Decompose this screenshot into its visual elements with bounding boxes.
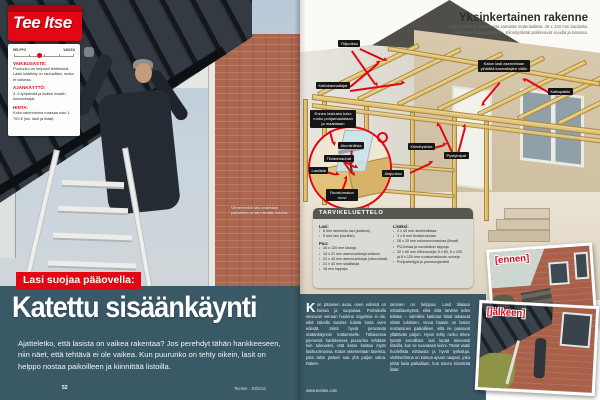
parts-item: ▪ 32 x 60 mm liitinruuveja; 5 x 60, 6 x 120 ja 8 x 120 mm ruostumattomia ruuveja (393, 250, 463, 260)
photo-window (574, 252, 590, 279)
diagram-label: Lasilista (309, 167, 328, 174)
post (484, 121, 489, 221)
parts-item: ▪ Pohjusteöljyä ja puunsuojaväriä (393, 260, 463, 265)
parts-column-left (319, 222, 393, 272)
parts-heading-extra: Lisäksi: (393, 223, 409, 229)
photo-caption: Viimeinenkin lasi nostetaan paikoilleen ja kiinnitetään listoilla. (231, 205, 289, 216)
page-number-left: 52 (62, 385, 68, 391)
magazine-logo-title: Tee Itse (13, 13, 72, 32)
diagram-label: Tiivistenauhat (324, 155, 354, 162)
intro-paragraph: Ajatteletko, että lasista on vaikea rakentaa? Jos perehdyt tähän hankkeeseen, niin näet, että tehtävä ei ole vaikea. Kun puurunko on tehty oikein, lasit on helppo nostaa paikoilleen ja kiinnittää listoilla. (18, 339, 281, 371)
difficulty-slider (14, 54, 74, 57)
time-text: 2–3 työpäivää ja lisäksi maalin kuivumisajat. (13, 90, 66, 102)
parts-item: ▪ 45 x 120 mm lautoja (319, 246, 389, 251)
article-column-1: Kun pääoven avaa, oven edessä on kuivaa ja suojaisaa. Portaikolla seisovan vieraan huolena ongelmia ei ole, eikä talvella tarvitse kolata lunta oven edestä. Siinä hyviä perusteita sisäänkäynnin kattamiselle. Tällaisessa pienessä hankkeessa puurunko tehdään niin tukevaksi, että katos kantaa myös lasikuormansa. Katos rakennetaan laseista, jotta talon pääovi saa yhä paljon valoa. Raken- (306, 300, 386, 367)
difficulty-slider-label-hard: VAIKEA (63, 48, 75, 52)
before-label: [ennen] (494, 252, 530, 267)
issue-footer: TeeItse · 10/2011 (234, 386, 267, 391)
step (504, 208, 550, 219)
post (303, 99, 308, 202)
brick-wall (213, 34, 300, 290)
photo-window (548, 261, 570, 286)
diagram-title-block (380, 12, 588, 36)
difficulty-slider-dot (37, 53, 42, 58)
parts-item: ▪ 6 mm laminoitu lasi (kattoon) (319, 229, 389, 234)
diagram-caption-line2: Vain lasin suojat ympärille. Kiinnityslistat poikkeavat sivuilla ja katossa. (453, 30, 588, 36)
man-head (135, 63, 152, 83)
difficulty-text: Puurunko on helposti tehtävissä. Lasin käsittely on rauhallista, mutta ei vaikeaa. (13, 66, 74, 82)
parts-item: ▪ PU-liimaa ja ruuvitulkon lappuja (393, 245, 463, 250)
parts-heading-wood: Puu: (319, 240, 329, 246)
page-title: Katettu sisäänkäynti (12, 291, 257, 324)
diagram-label: Kattopalkki (548, 88, 573, 95)
parts-item: ▪ 16 mm tappeja (319, 267, 389, 272)
diagram-label: Kattokannattajat (316, 82, 350, 89)
parts-item: ▪ 4 x 40 mm alumiinilistaa (393, 229, 463, 234)
diagram-label: Yläjuoksu (338, 40, 360, 47)
project-info-panel (8, 44, 80, 136)
diagram-label: Ennen lasitusta koko runko pohjamaalataan ja maalataan (310, 110, 356, 128)
difficulty-slider-label-easy: HELPPO (13, 48, 27, 52)
parts-heading-glass: Lasi: (319, 223, 329, 229)
photo-person (533, 338, 546, 379)
man-figure (97, 89, 181, 216)
parts-item: ▪ 26 x 20 mm solumuovinauhaa (liimat) (393, 239, 463, 244)
price-text: Koko rakennelma maksaa noin 1 700 € (sis. lasit ja listat). (13, 110, 70, 121)
parts-item: ▪ 5 mm lasi (sivuihin) (319, 234, 389, 239)
diagram-label: Alajuoksu (382, 170, 404, 177)
diagram-label: Ruostumaton ruuvi (326, 189, 358, 201)
parts-list-panel (313, 208, 473, 288)
diagram-title: Yksinkertainen rakenne (458, 12, 588, 24)
parts-item: ▪ 10 x 21 mm asennuslistoja kattoon (319, 252, 389, 257)
website-url: www.teeitse.com (306, 388, 338, 393)
price-heading: HINTA: (13, 104, 29, 110)
kicker-banner: Lasi suojaa pääovella: (16, 272, 141, 289)
parts-item: ▪ 21 x 45 mm asennuslistoja (ulkonurkat) (319, 257, 389, 262)
parts-column-right (393, 222, 467, 272)
diagram-label: Katon lasit asennetaan ylhäältä kannattajien väliin (478, 60, 530, 72)
diagram-caption-line1: Koko runko on rakennettu samasta materiaalista: 45 x 120 mm laudasta. (449, 24, 588, 29)
parts-item: ▪ 21 x 43 mm sisälistoja (319, 262, 389, 267)
step (496, 219, 550, 230)
logo-top-strip (8, 5, 82, 12)
detail-ring-marker (377, 132, 388, 143)
corner-trim-board (208, 30, 215, 290)
magazine-logo (8, 5, 82, 41)
parts-list-title: TARVIKELUETTELO (313, 208, 473, 219)
photo-window (559, 312, 591, 348)
difficulty-heading: VAIKEUSASTE: (13, 60, 47, 66)
time-heading: AJANKÄYTTÖ: (13, 85, 46, 91)
work-glove (84, 47, 94, 57)
after-photo (475, 300, 600, 396)
diagram-label: Alumiinilista (338, 142, 364, 149)
article-column-2: taminen on helppoa. Lasit tilataan mittatilaustyönä, eikä niitä tarvitse edes leikata – valmiiksi katkotut listat takaavat siistin tuloksen. Ainoa haaste on lasien nostaminen paikoilleen, sillä ne painavat yllättävän paljon. Hyvin tehty runko tekee työstä turvallista: lasi lepää tukevasti listoilla, kun se ruuvataan kiinni. Tämä vaatii huolellista mittausta ja hyviä työkaluja. Vaihtoehtona on kutsua apuun naapuri, joka pitää lasia paikallaan, kun toinen kiinnittää listat. (390, 302, 470, 373)
diagram-label: Kiinnityslista (408, 143, 435, 150)
after-label: [jälkeen] (486, 306, 526, 320)
parts-item: ▪ 3 x 8 mm tiivistenauhaa (393, 234, 463, 239)
diagram-label: Pystytolpat (444, 152, 469, 159)
step (488, 230, 550, 242)
